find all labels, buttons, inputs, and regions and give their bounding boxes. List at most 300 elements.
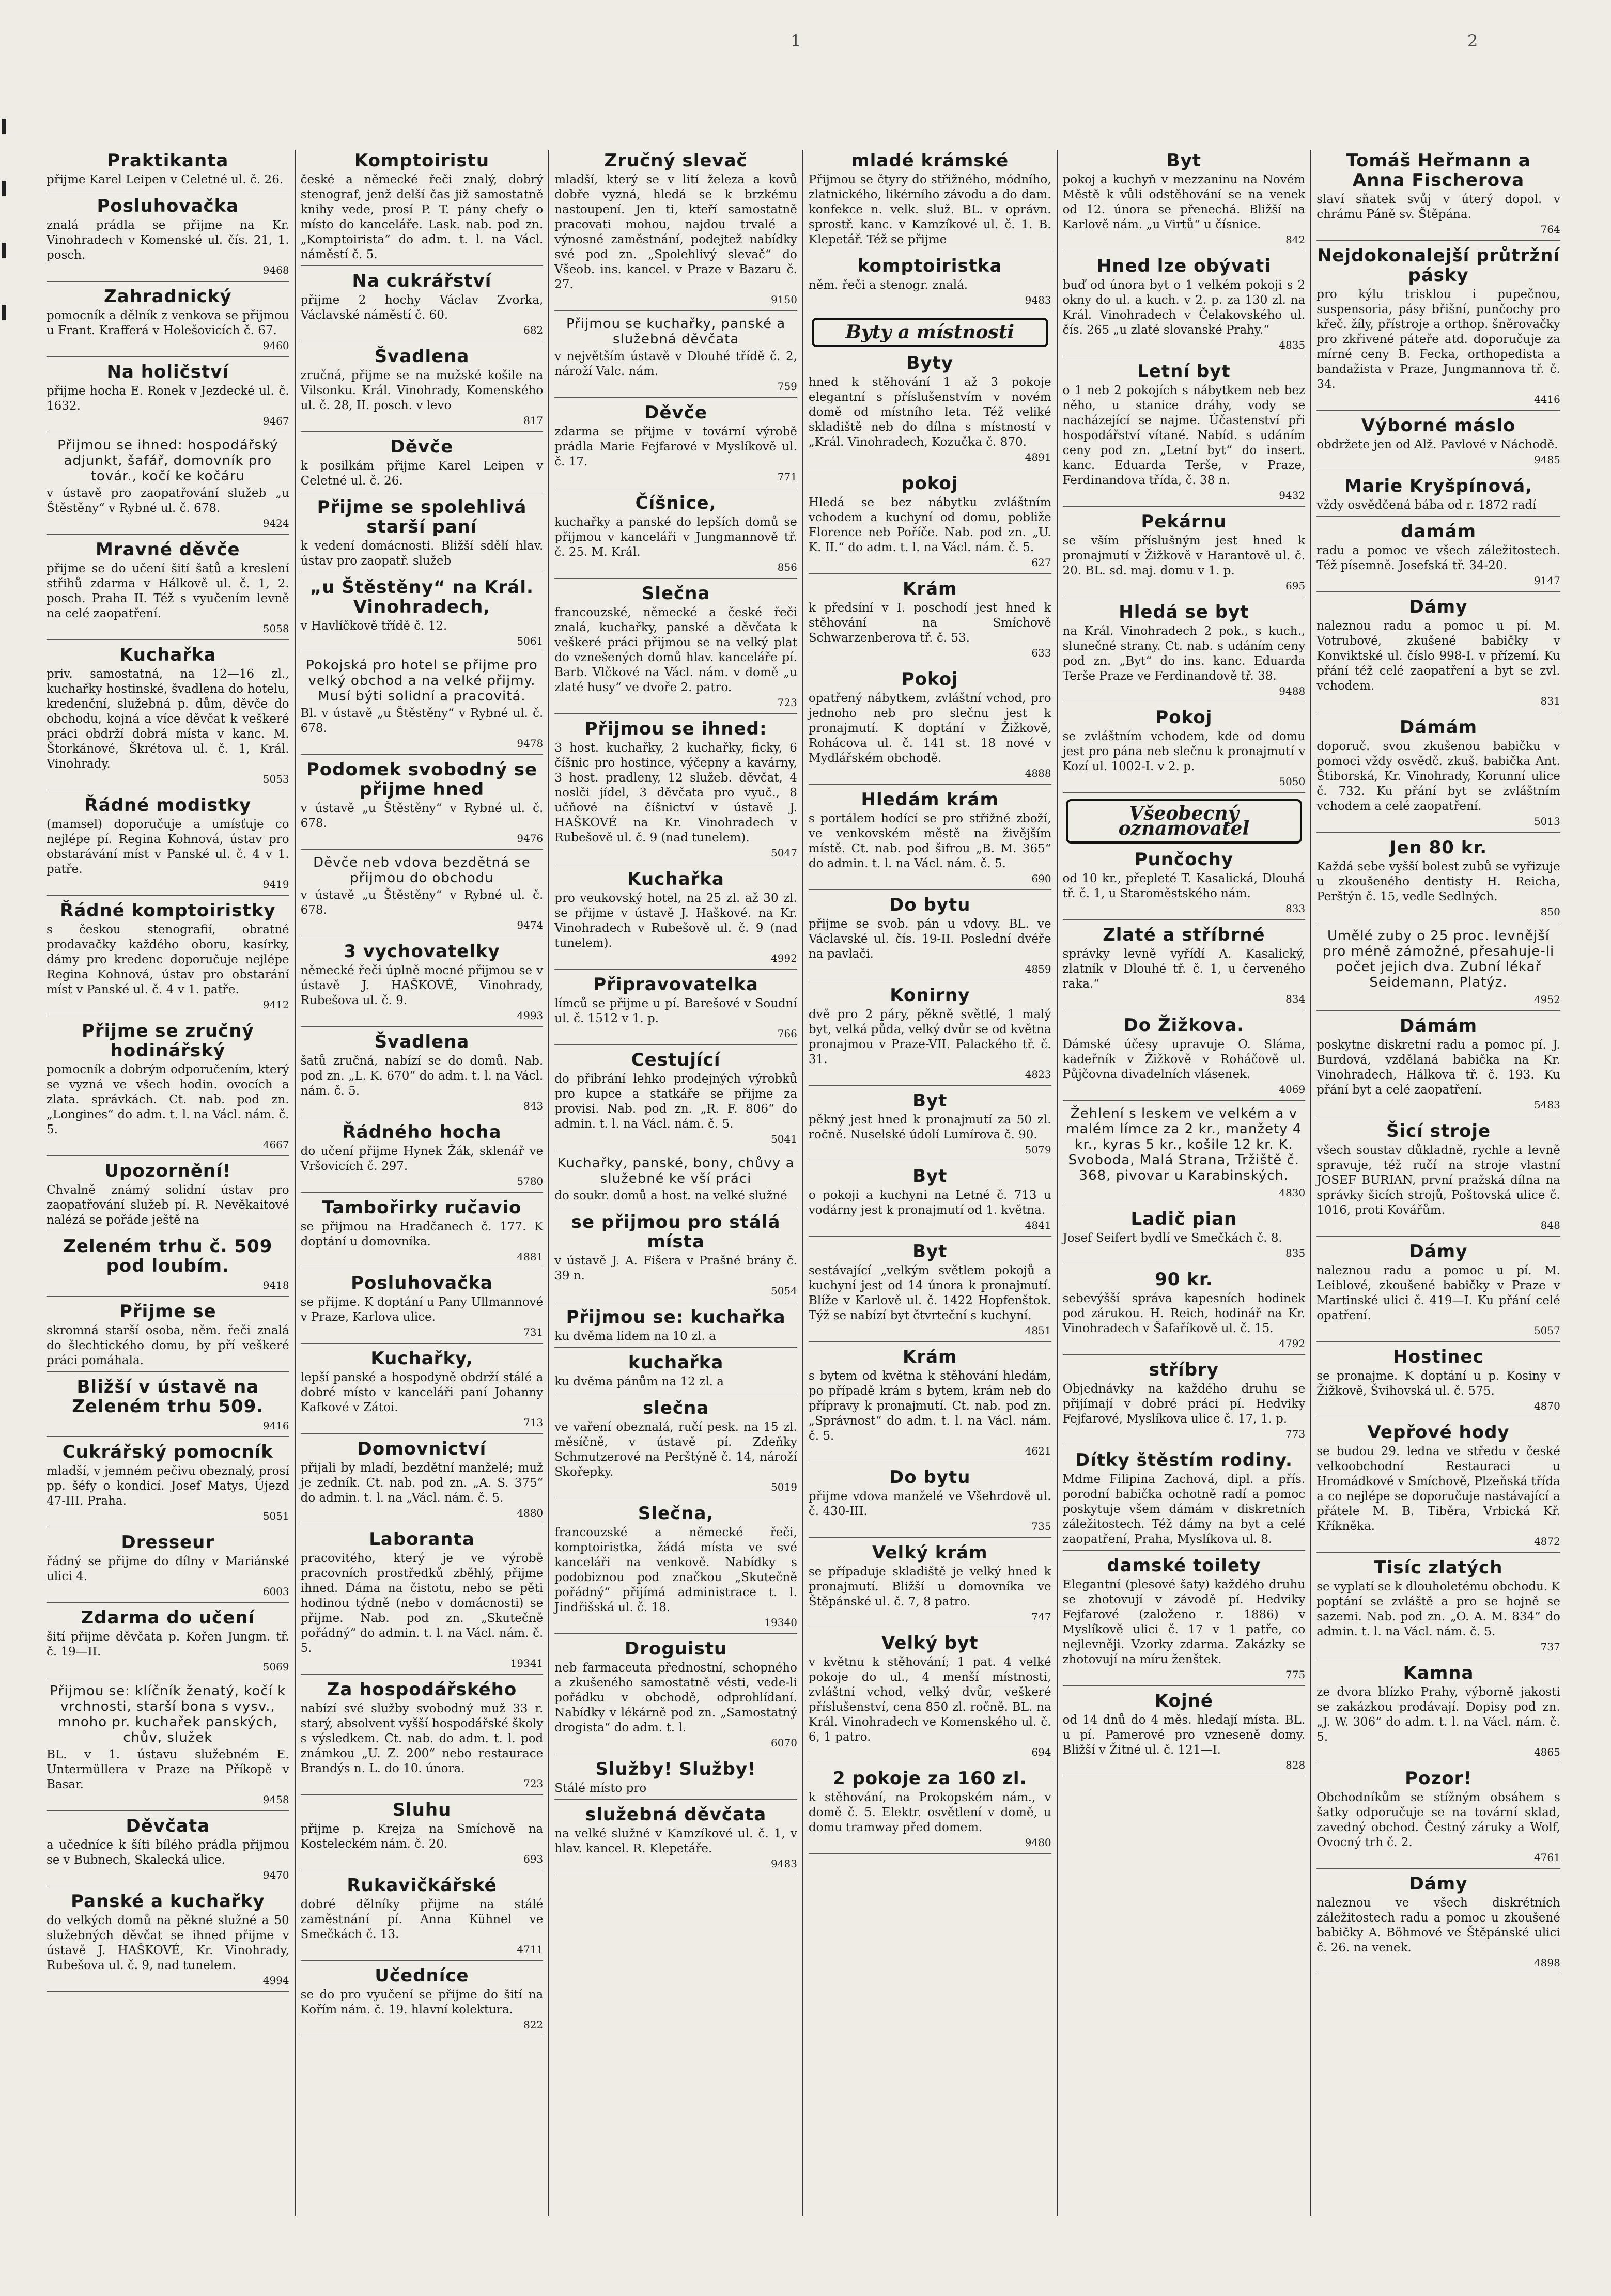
classified-ad — [47, 1683, 289, 1811]
ad-number: 5061 — [517, 635, 544, 647]
classified-ad — [1316, 416, 1560, 471]
classified-ad — [554, 869, 797, 970]
ad-headline: Dresseur — [121, 1532, 215, 1553]
ad-headline: Pokoj — [1155, 707, 1213, 728]
ad-body: obdržete jen od Alž. Pavlové v Náchodě. — [1316, 438, 1558, 451]
classified-ad — [554, 1353, 797, 1393]
ad-body: se pronajme. K doptání u p. Kosiny v Žižkově, Švihovská ul. č. 575. — [1316, 1369, 1560, 1398]
ad-headline: stříbry — [1149, 1360, 1219, 1380]
ad-headline: Řádné modistky — [84, 795, 252, 816]
ad-headline: Kuchařka — [119, 645, 216, 665]
ad-number: 4891 — [1025, 451, 1051, 463]
classified-ad — [301, 1198, 544, 1268]
ad-number: 771 — [777, 471, 797, 483]
ad-body: do přibrání lehko prodejných výrobků pro kupce a statkáře se přijme za provisi. Nab. pod zn. „R. F. 806“ do admin. t. l. na Václ. nám. č. 5. — [554, 1072, 797, 1131]
classified-ad — [554, 719, 797, 864]
ad-number: 5019 — [771, 1481, 797, 1493]
ad-headline: Řádného hocha — [342, 1122, 502, 1143]
ad-headline: Zdarma do učení — [81, 1607, 255, 1628]
column-1 — [41, 150, 296, 2216]
ad-number: 5047 — [771, 847, 797, 859]
ad-body: lepší panské a hospodyně obdrží stálé a dobré místo v kanceláři paní Johanny Kafkové v Zátoi. — [300, 1371, 544, 1414]
ad-number: 5041 — [771, 1133, 797, 1145]
classified-ad — [1316, 1558, 1560, 1658]
ad-body: opatřený nábytkem, zvláštní vchod, pro jednoho neb pro slečnu jest k pronajmutí. K doptání v Žižkově, Rohácova ul. č. 141 st. 18 nové v Mydlářském obchodě. — [808, 692, 1051, 765]
ad-headline: Žehlení s leskem ve velkém a v malém límce za 2 kr., manžety 4 kr., kyras 5 kr., košile 12 kr. K. Svoboda, Malá Strana, Tržiště č. 368, pivovar u Karabinských. — [1066, 1106, 1302, 1183]
classified-ad — [809, 1242, 1051, 1342]
classified-ad — [1316, 1423, 1560, 1553]
ad-headline: Dámám — [1400, 1016, 1477, 1036]
ad-number: 4830 — [1279, 1186, 1306, 1199]
ad-headline: Připravovatelka — [593, 974, 758, 995]
classified-ad — [1063, 1556, 1306, 1686]
ad-headline: Tomáš Heřmann a Anna Fischerova — [1346, 150, 1531, 191]
classified-ad — [301, 1273, 544, 1344]
ad-headline: Pokoj — [901, 669, 958, 690]
ad-number: 9480 — [1025, 1836, 1051, 1849]
ad-headline: Praktikanta — [107, 150, 229, 171]
classified-ad — [809, 474, 1051, 574]
ad-number: 690 — [1031, 872, 1051, 885]
ad-headline: Nejdokonalejší průtržní pásky — [1316, 245, 1560, 286]
ad-headline: Dámy — [1409, 597, 1468, 617]
ad-number: 695 — [1285, 580, 1306, 592]
ad-headline: Hledám krám — [861, 789, 999, 810]
ad-number: 850 — [1540, 905, 1560, 918]
ad-body: naleznou ve všech diskrétních záležitostech radu a pomoc u zkoušené babičky A. Böhmové ve Štěpánské ulici č. 26. na venek. — [1316, 1896, 1560, 1955]
classified-ad — [1063, 708, 1306, 793]
classified-ad — [1316, 1663, 1560, 1763]
ad-body: v květnu k stěhování; 1 pat. 4 velké pokoje do ul., 4 menší místnosti, zvláštní vchod, velký dvůr, veškeré příslušenství, cena 850 zl. ročně. BL. na Král. Vinohradech ve Komenského ul. č. 6, 1 patro. — [808, 1655, 1051, 1744]
ad-body: priv. samostatná, na 12—16 zl., kuchařky hostinské, švadlena do hotelu, kredenční, služebná p. dům, děvče do obchodu, kojná a více děvčat k veškeré práci obdrží dobrá místa v kanc. M. Štorkánové, Škrétova ul. č. 1, Král. Vinohrady. — [47, 667, 289, 771]
ad-body: pracovitého, který je ve výrobě pracovních prostředků zběhlý, přijme ihned. Dáma na čistotu, nebo se pěti hodinou týdně (nebo v domácnosti) se přijme. Nab. pod zn. „Skutečně pořádný“ do admin. t. l. na Václ. nám. č. 5. — [300, 1552, 544, 1655]
ad-headline: kuchařka — [628, 1352, 724, 1373]
classified-ad — [47, 1161, 289, 1231]
classified-ad — [1316, 246, 1560, 411]
ad-number: 764 — [1540, 223, 1560, 236]
ad-headline: Marie Kryšpínová, — [1344, 476, 1533, 496]
ad-body: přijme se svob. pán u vdovy. BL. ve Václavské ul. čís. 19-II. Poslední dvéře na pavlači. — [808, 917, 1051, 961]
ad-headline: damám — [1400, 521, 1477, 542]
ad-headline: komptoiristka — [857, 256, 1002, 276]
ad-body: Přijmou se čtyry do střižného, módního, zlatnického, likérního závodu a do dam. konfekce n. velk. služ. BL. v oprávn. sprostř. kanc. v Kamzíkové ul. č. 1. B. Klepetář. Též se přijme — [808, 173, 1051, 246]
ad-body: Hledá se bez nábytku zvláštním vchodem a kuchyní od domu, pobliže Florence neb Poříče. Nab. pod zn. „U. K. II.“ do adm. t. l. na Václ. nám. č. 5. — [808, 496, 1051, 554]
classified-ad — [301, 1680, 544, 1795]
ad-body: (mamsel) doporučuje a umísťuje co nejlépe pí. Regina Kohnová, ústav pro obstarávání míst v Panské ul. č. 4 v 1. patře. — [47, 818, 289, 876]
classified-ad — [301, 497, 544, 572]
ad-number: 842 — [1285, 233, 1306, 246]
ad-number: 731 — [523, 1326, 544, 1338]
ad-number: 5057 — [1533, 1324, 1560, 1337]
ad-headline: Švadlena — [374, 346, 470, 367]
ad-body: do soukr. domů a host. na velké služné — [554, 1189, 787, 1202]
ad-headline: Posluhovačka — [97, 196, 239, 216]
ad-headline: Dámy — [1409, 1873, 1468, 1894]
ad-number: 9418 — [262, 1279, 289, 1291]
ad-body: šití přijme děvčata p. Kořen Jungm. tř. č. 19—II. — [47, 1630, 289, 1659]
ad-body: v ústavě „u Štěstěny“ v Rybné ul. č. 678. — [300, 888, 544, 917]
ad-body: skromná starší osoba, něm. řeči znalá do šlechtického domu, by pří veškeré práci pomáhala. — [47, 1324, 289, 1367]
classified-ad — [1316, 1016, 1560, 1116]
ad-number: 9416 — [262, 1419, 289, 1432]
classified-ad — [809, 895, 1051, 980]
ad-body: dobré dělníky přijme na stálé zaměstnání pí. Anna Kühnel ve Smečkách č. 13. — [300, 1898, 544, 1941]
ad-headline: mladé krámské — [851, 150, 1009, 171]
ad-body: přijme vdova manželé ve Všehrdově ul. č. 430-III. — [808, 1490, 1051, 1518]
classified-ad — [809, 256, 1051, 311]
ad-body: hned k stěhování 1 až 3 pokoje elegantní s příslušenstvím v novém domě od místního leta. Též veliké skladiště neb do dílna s místností v „Král. Vinohradech, Kozučka č. 870. — [808, 376, 1051, 449]
ad-number: 5053 — [262, 773, 289, 785]
classified-ad — [809, 1467, 1051, 1538]
ad-headline: Zručný slevač — [604, 150, 748, 171]
ad-number: 5483 — [1533, 1099, 1560, 1111]
ad-number: 4994 — [262, 1974, 289, 1987]
ad-number: 4835 — [1279, 339, 1306, 351]
classified-ad — [301, 1800, 544, 1870]
classified-ad — [554, 1504, 797, 1634]
ad-number: 694 — [1031, 1746, 1051, 1758]
classified-ad — [1316, 1347, 1560, 1417]
ad-body: se přijme. K doptání u Pany Ullmannové v Praze, Karlova ulice. — [300, 1295, 544, 1324]
ad-body: a učedníce k šíti bílého prádla přijmou se v Bubnech, Skalecká ulice. — [47, 1838, 289, 1867]
section-banner: Byty a místnosti — [812, 318, 1048, 347]
ad-headline: Švadlena — [374, 1032, 470, 1052]
ad-body: na velké služné v Kamzíkové ul. č. 1, v hlav. kancel. R. Klepetáře. — [554, 1827, 797, 1855]
ad-number: 19340 — [764, 1616, 797, 1629]
classified-ad — [301, 1529, 544, 1675]
ad-headline: Byt — [912, 1241, 948, 1262]
classified-ad — [301, 437, 544, 492]
classified-ad — [301, 347, 544, 432]
ad-headline: Krám — [902, 579, 957, 599]
classified-ad — [1063, 602, 1306, 702]
ad-body: k vedení domácnosti. Bližší sdělí hlav. ústav pro zaopatř. služeb — [300, 539, 544, 568]
classified-ad — [47, 645, 289, 790]
ad-headline: Laboranta — [369, 1529, 475, 1550]
ad-headline: slečna — [642, 1398, 709, 1418]
classified-ad — [301, 1439, 544, 1524]
ad-number: 19341 — [510, 1657, 544, 1669]
ad-number: 9474 — [517, 919, 544, 931]
ad-headline: Vepřové hody — [1367, 1422, 1510, 1443]
ad-body: ze dvora blízko Prahy, výborně jakosti se zakázkou prodávají. Dopisy pod zn. „J. W. 306“ do adm. t. l. na Václ. nám. č. 5. — [1316, 1685, 1560, 1744]
classified-ad — [1316, 1874, 1560, 1974]
ad-headline: Šicí stroje — [1386, 1121, 1491, 1142]
classified-ad — [301, 1966, 544, 2036]
ad-number: 6003 — [262, 1585, 289, 1598]
classified-ad — [809, 579, 1051, 664]
classified-ad — [809, 1347, 1051, 1462]
ad-body: přijali by mladí, bezdětní manželé; muž je zedník. Ct. nab. pod zn. „A. S. 375“ do admin. t. l. na „Václ. nám. č. 5. — [300, 1461, 544, 1505]
classified-ad — [809, 353, 1051, 468]
classified-ad — [554, 316, 797, 398]
ad-headline: Přijme se — [119, 1301, 216, 1322]
ad-body: všech soustav důkladně, rychle a levně spravuje, též ručí na stroje vlastní JOSEF BURIAN, první pražská dílna na správky šicích strojů, Poštovská ulice č. 1016, proti Kovářům. — [1316, 1144, 1560, 1217]
ad-body: Elegantní (plesové šaty) každého druhu se zhotovují v závodě pí. Hedviky Fejfarové (založeno r. 1886) v Myslíkově ulici č. 17 v 1 patře, co nejlevněji. Vzorky zdarma. Zakázky se zhotovují na míru ženštek. — [1062, 1578, 1306, 1666]
ad-headline: Rukavičkářské — [347, 1875, 497, 1896]
ad-headline: Přijmou se: kuchařka — [566, 1307, 786, 1327]
ad-number: 9467 — [262, 415, 289, 427]
ad-body: límců se přijme u pí. Barešové v Soudní ul. č. 1512 v 1. p. — [554, 997, 797, 1025]
classified-ad — [47, 287, 289, 357]
ad-body: k posilkám přijme Karel Leipen v Celetné ul. č. 26. — [300, 459, 544, 488]
column-2 — [296, 150, 550, 2216]
classified-ad — [47, 438, 289, 535]
ad-headline: Kuchařka — [627, 869, 724, 889]
ad-headline: Podomek svobodný se přijme hned — [306, 759, 538, 800]
ad-body: něm. řeči a stenogr. znalá. — [808, 278, 968, 292]
classified-ad — [1063, 925, 1306, 1010]
ad-number: 834 — [1285, 993, 1306, 1005]
ad-body: se vším příslušným jest hned k pronajmutí v Žižkově v Harantově ul. č. 20. BL. sd. maj. domu v 1. p. — [1062, 534, 1306, 577]
ad-body: francouzské, německé a české řeči znalá, kuchařky, panské a děvčata k veškeré práci přijmou se na velký plat do vznešených domů hlav. kanceláře pí. Barb. Vlčkové na Václ. nám. v domě „u zlaté husy“ ve dvoře 2. patro. — [554, 606, 797, 694]
ad-body: Chvalně známý solidní ústav pro zaopatřování služeb pí. R. Nevěkaitové nalézá se pořáde ještě na — [47, 1183, 289, 1227]
ad-headline: Za hospodářského — [327, 1679, 517, 1700]
ad-body: mladší, v jemném pečivu obeznalý, prosí pp. šéfy o kondicí. Josef Matys, Újezd 47-III. Praha. — [47, 1464, 289, 1508]
ad-body: pomocník a dobrým odporučením, který se vyzná ve všech hodin. ovocích a zlata. správkách. Ct. nab. pod zn. „Longines“ do adm. t. l. na Václ. nám. č. 5. — [47, 1063, 289, 1136]
classified-ad — [1063, 850, 1306, 920]
ad-body: k stěhování, na Prokopském nám., v domě č. 5. Elektr. osvětlení v domě, u domu tramway před domem. — [808, 1791, 1051, 1834]
ad-headline: Droguistu — [624, 1638, 727, 1659]
classified-ad — [809, 1166, 1051, 1237]
ad-headline: Pozor! — [1405, 1768, 1472, 1789]
ad-headline: Děvčata — [126, 1816, 210, 1836]
ad-number: 766 — [777, 1027, 797, 1040]
ad-headline: Pekárnu — [1141, 511, 1227, 532]
classified-ad — [1316, 1242, 1560, 1342]
ad-number: 5013 — [1533, 815, 1560, 827]
ad-number: 9432 — [1279, 489, 1306, 502]
classified-ad — [301, 1122, 544, 1193]
ad-number: 4841 — [1025, 1219, 1051, 1231]
ad-number: 9476 — [517, 832, 544, 845]
ad-headline: Kojné — [1154, 1691, 1213, 1711]
classified-ad — [554, 1398, 797, 1498]
ad-body: v ústavě pro zaopatřování služeb „u Štěstěny“ v Rybné ul. č. 678. — [47, 487, 289, 515]
classified-ad — [301, 942, 544, 1027]
ad-body: v Havlíčkově třídě č. 12. — [300, 619, 447, 633]
classified-ad — [47, 1608, 289, 1678]
ad-headline: Byt — [912, 1166, 948, 1186]
ad-number: 4416 — [1533, 393, 1560, 405]
ad-number: 9485 — [1533, 454, 1560, 466]
ad-number: 5079 — [1025, 1144, 1051, 1156]
classified-ad — [47, 196, 289, 282]
ad-body: s českou stenografií, obratné prodavačky každého oboru, kasírky, dámy pro kredenc doporučuje nejlépe Regina Kohnová, ústav pro obstarání míst v Panské ul. č. 4 v 1. patře. — [47, 923, 289, 996]
ad-number: 835 — [1285, 1247, 1306, 1259]
classified-ad — [47, 540, 289, 640]
ad-number: 4621 — [1025, 1445, 1051, 1457]
column-5 — [1058, 150, 1312, 2216]
classified-ad — [1316, 476, 1560, 517]
ad-body: do učení přijme Hynek Žák, sklenář ve Vršovicích č. 297. — [300, 1145, 544, 1173]
classified-ad — [554, 1805, 797, 1875]
ad-headline: Dítky štěstím rodiny. — [1075, 1450, 1293, 1471]
ad-body: správky levně vyřídí A. Kasalický, zlatník v Dlouhé tř. č. 1, u červeného raka.“ — [1062, 947, 1306, 991]
classified-ad — [301, 1032, 544, 1117]
classified-ad — [1316, 928, 1560, 1011]
ad-body: ku dvěma lidem na 10 zl. a — [554, 1330, 716, 1343]
ad-headline: Na cukrářství — [352, 271, 492, 291]
ad-headline: Zlaté a stříbrné — [1103, 925, 1265, 945]
ad-headline: Ladič pian — [1130, 1209, 1237, 1229]
classified-ad — [554, 1307, 797, 1348]
ad-number: 633 — [1031, 647, 1051, 659]
ad-body: vždy osvědčená bába od r. 1872 radí — [1316, 498, 1537, 512]
column-3 — [549, 150, 803, 2216]
ad-headline: Umělé zuby o 25 proc. levnější pro méně zámožné, přesahuje-li počet jejich dva. Zubní lékař Seidemann, Platýz. — [1322, 928, 1555, 990]
column-4 — [803, 150, 1058, 2216]
ad-headline: Kuchařky, — [370, 1348, 473, 1369]
classified-ad — [1316, 1121, 1560, 1237]
classified-ad — [809, 1091, 1051, 1161]
page-marker: 1 — [791, 31, 801, 51]
ad-number: 4870 — [1533, 1400, 1560, 1412]
classified-ad — [1063, 1209, 1306, 1264]
classified-ad — [47, 1442, 289, 1527]
ad-body: Bl. v ústavě „u Štěstěny“ v Rybné ul. č. 678. — [300, 707, 544, 735]
ad-number: 9483 — [771, 1857, 797, 1870]
classified-ad — [47, 901, 289, 1016]
classified-ad — [301, 577, 544, 652]
ad-body: přijme p. Krejza na Smíchově na Kosteleckém nám. č. 20. — [300, 1822, 544, 1851]
ad-number: 723 — [523, 1777, 544, 1790]
ad-headline: Hledá se byt — [1119, 602, 1249, 622]
ad-headline: Kuchařky, panské, bony, chůvy a služebné ke vší práci — [557, 1155, 795, 1186]
ad-columns — [41, 150, 1566, 2216]
ad-headline: Přijmou se ihned: — [584, 719, 767, 739]
ad-headline: Dámy — [1409, 1241, 1468, 1262]
classified-ad — [554, 1639, 797, 1754]
ad-number: 5058 — [262, 622, 289, 635]
classified-ad — [47, 362, 289, 432]
ad-body: mladší, který se v lití železa a kovů dobře vyzná, hledá se k brzkému nastoupení. Jen ti, kteří samostatně pracovati mohou, najdou trvalé a výnosné zaměstnání, podejtež nabídky své pod zn. „Spolehlivý slevač“ do Všeob. ins. kancel. v Praze v Bazaru č. 27. — [554, 173, 797, 291]
ad-number: 848 — [1540, 1219, 1560, 1231]
ad-number: 737 — [1540, 1641, 1560, 1653]
ad-headline: se přijmou pro stálá místa — [571, 1212, 781, 1252]
classified-ad — [47, 1533, 289, 1603]
ad-body: české a německé řeči znalý, dobrý stenograf, jenž delší čas již samostatně knihy vede, prosí P. T. pány chefy o místo do kanceláře. Lask. nab. pod zn. „Komptoirista“ do adm. t. l. na Václ. náměstí č. 5. — [300, 173, 544, 261]
ad-body: 3 host. kuchařky, 2 kuchařky, ficky, 6 číšnic pro hostince, výčepny a kavárny, 3 host. pradleny, 12 služeb. děvčat, 4 noslči jídel, 3 děvčata pro vyuč., 8 učňové na číšnictví v ústavě J. HAŠKOVÉ na Kr. Vinohradech v Rubešově ul. č. 9 (nad tunelem). — [554, 741, 797, 845]
ad-body: Dámské účesy upravuje O. Sláma, kadeřník v Žižkově v Roháčově ul. Půjčovna divadelních vlásenek. — [1062, 1038, 1306, 1081]
classified-ad — [809, 669, 1051, 785]
classified-ad — [301, 855, 544, 936]
classified-ad — [1063, 1691, 1306, 1776]
classified-ad — [1063, 256, 1306, 356]
ad-number: 693 — [523, 1853, 544, 1865]
ad-body: od 10 kr., přepleté T. Kasalická, Dlouhá tř. č. 1, u Staroměstského nám. — [1062, 872, 1306, 900]
ad-number: 4888 — [1025, 767, 1051, 779]
ad-headline: Zahradnický — [104, 286, 232, 307]
ad-number: 682 — [523, 324, 544, 336]
ad-headline: Cukrářský pomocník — [62, 1442, 273, 1462]
ad-body: pěkný jest hned k pronajmutí za 50 zl. ročně. Nuselské údolí Lumírova č. 90. — [808, 1113, 1051, 1142]
ad-body: přijme Karel Leipen v Celetné ul. č. 26. — [47, 173, 284, 186]
ad-headline: Konirny — [890, 985, 970, 1006]
ad-headline: Bližší v ústavě na Zeleném trhu 509. — [72, 1377, 264, 1417]
ad-headline: Jen 80 kr. — [1389, 837, 1488, 858]
ad-body: přijme 2 hochy Václav Zvorka, Václavské náměstí č. 60. — [300, 293, 544, 322]
ad-number: 4667 — [262, 1138, 289, 1151]
ad-body: Objednávky na každého druhu se přijímají v dobré práci pí. Hedviky Fejfarové, Myslíkova ulice č. 17, 1. p. — [1062, 1382, 1306, 1426]
ad-number: 4823 — [1025, 1068, 1051, 1081]
classified-ad — [554, 1050, 797, 1150]
ad-number: 843 — [523, 1100, 544, 1112]
page-markers — [0, 31, 1611, 62]
ad-headline: Přijmou se ihned: hospodářský adjunkt, šafář, domovník pro továr., kočí ke kočáru — [57, 438, 278, 484]
page-marker: 2 — [1467, 31, 1478, 51]
ad-headline: Velký krám — [872, 1542, 988, 1563]
ad-body: poskytne diskretní radu a pomoc pí. J. Burdová, vzdělaná babička na Kr. Vinohradech, Hálkova tř. č. 193. Ku přání byt a celé zaopatření. — [1316, 1038, 1560, 1097]
ad-body: s bytem od května k stěhování hledám, po případě krám s bytem, krám neb do přípravy k pronajmutí. Ct. nab. pod zn. „Správnost“ do adm. t. l. na Václ. nám. č. 5. — [808, 1369, 1051, 1443]
column-6 — [1311, 150, 1566, 2216]
ad-body: nabízí své služby svobodný muž 33 r. starý, absolvent vyšší hospodářské školy s výsledkem. Ct. nab. do adm. t. l. pod známkou „U. Z. 200“ nebo restaurace Brandýs n. L. do 10. února. — [300, 1702, 544, 1775]
ad-body: slaví sňatek svůj v úterý dopol. v chrámu Páně sv. Štěpána. — [1316, 193, 1560, 221]
ad-body: BL. v 1. ústavu služebném E. Untermüllera v Praze na Příkopě v Basar. — [47, 1748, 289, 1791]
ad-headline: Byt — [912, 1090, 948, 1111]
ad-headline: Cestující — [631, 1050, 721, 1070]
ad-headline: Přijmou se: klíčník ženatý, kočí k vrchnosti, starší bona s vysv., mnoho pr. kuchařek panských, chův, služek — [50, 1683, 286, 1745]
ad-body: o 1 neb 2 pokojích s nábytkem neb bez něho, u stanice dráhy, vody se nacházející se najme. Účastenství při hospodářství vítané. Nabíd. s udáním ceny pod zn. „Letní byt“ do insert. kanc. Eduarda Terše, v Praze, Ferdinandova třída, č. 38 n. — [1062, 384, 1306, 487]
classified-ad — [1316, 597, 1560, 712]
section-banner: Všeobecný oznamovatel — [1066, 799, 1303, 844]
ad-headline: Děvče neb vdova bezdětná se přijmou do obchodu — [313, 855, 531, 886]
ad-headline: Byt — [1166, 150, 1202, 171]
classified-ad — [809, 151, 1051, 251]
classified-ad — [809, 1769, 1051, 1854]
ad-headline: pokoj — [902, 473, 958, 494]
scan-edge-marks — [0, 119, 12, 367]
ad-body: ku dvěma pánům na 12 zl. a — [554, 1375, 724, 1388]
ad-body: zručná, přijme se na mužské košile na Vilsonku. Král. Vinohrady, Komenského ul. č. 28, II. posch. v levo — [300, 369, 544, 412]
classified-ad — [554, 403, 797, 488]
classified-ad — [554, 151, 797, 311]
classified-ad — [809, 790, 1051, 890]
classified-ad — [301, 658, 544, 755]
ad-body: dvě pro 2 páry, pěkně světlé, 1 malý byt, velká půda, velký dvůr se od května pronajmou v Praze-VII. Palackého tř. č. 31. — [808, 1008, 1051, 1066]
ad-headline: Děvče — [644, 402, 707, 423]
classified-ad — [1063, 1106, 1306, 1204]
ad-headline: damské toilety — [1107, 1555, 1261, 1576]
ad-body: buď od února byt o 1 velkém pokoji s 2 okny do ul. a kuch. v 2. p. za 130 zl. na Král. Vinohradech v Čelakovského ul. čís. 265 „u zlaté slovanské Prahy.“ — [1062, 278, 1306, 337]
ad-number: 723 — [777, 696, 797, 709]
ad-number: 5069 — [262, 1661, 289, 1673]
ad-headline: Slečna — [641, 583, 710, 604]
classified-ad — [1316, 838, 1560, 923]
ad-number: 775 — [1285, 1668, 1306, 1681]
ad-body: o pokoji a kuchyni na Letné č. 713 u vodárny jest k pronajmutí od 1. května. — [808, 1189, 1051, 1217]
ad-number: 9470 — [262, 1869, 289, 1881]
ad-headline: Výborné máslo — [1361, 415, 1516, 436]
ad-number: 4859 — [1025, 963, 1051, 975]
ad-headline: služebná děvčata — [585, 1804, 767, 1825]
ad-number: 747 — [1031, 1611, 1051, 1623]
ad-headline: Komptoiristu — [354, 150, 490, 171]
ad-headline: Sluhu — [392, 1800, 452, 1820]
ad-number: 9488 — [1279, 685, 1306, 697]
ad-body: pomocník a dělník z venkova se přijmou u Frant. Krafferá v Holešovicích č. 67. — [47, 309, 289, 337]
ad-headline: Řádné komptoiristky — [60, 900, 276, 921]
ad-headline: Panské a kuchařky — [71, 1891, 265, 1912]
ad-body: Stálé místo pro — [554, 1782, 647, 1795]
ad-body: pro kýlu trisklou i pupečnou, suspensoria, pásy břišní, punčochy pro křeč. žíly, přístroje a orthop. šněrovačky pro zkřivené páteře atd. doporučuje za mírné ceny B. Fecka, orthopedista a bandažista v Praze, Jungmannova tř. č. 34. — [1316, 288, 1560, 391]
ad-number: 9150 — [771, 293, 797, 306]
classified-ad — [554, 493, 797, 579]
ad-headline: Přijme se spolehlivá starší paní — [317, 497, 527, 537]
ad-body: do velkých domů na pěkné služné a 50 služebných děvčat se ihned přijme v ústavě J. HAŠKOVÉ, Kr. Vinohrady, Rubešova ul. č. 9, nad tunelem. — [47, 1914, 289, 1972]
ad-headline: Krám — [902, 1347, 957, 1367]
ad-headline: Pokojská pro hotel se přijme pro velký obchod a na velké přijmy. Musí býti solidní a pracovitá. — [306, 658, 538, 704]
